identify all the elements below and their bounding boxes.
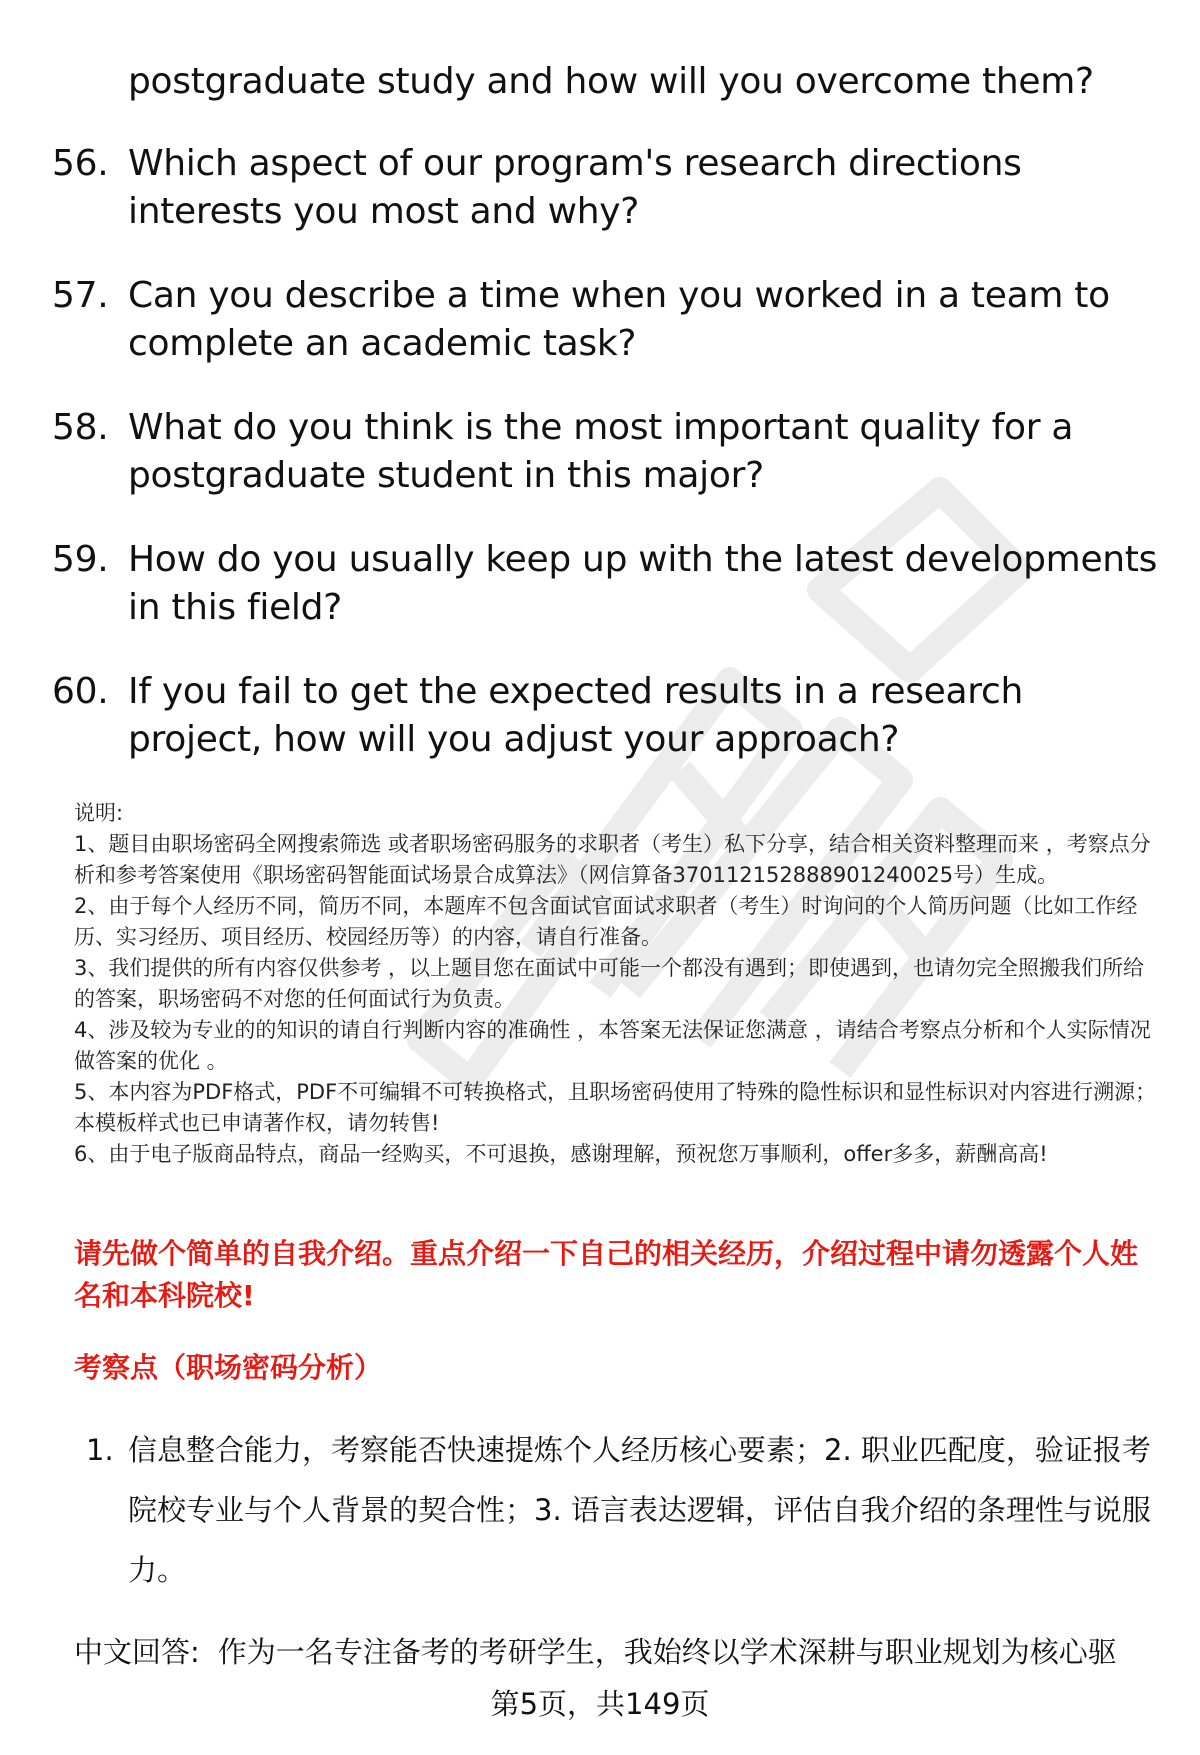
question-number: 57. <box>52 275 109 316</box>
list-item <box>52 668 1162 764</box>
answer-paragraph <box>74 1630 1174 1674</box>
list-item <box>52 404 1162 500</box>
analysis-number: 1. <box>86 1433 114 1467</box>
list-item <box>52 272 1162 368</box>
answer-label: 中文回答: <box>74 1635 200 1669</box>
notes-heading: 说明: <box>74 801 124 825</box>
note-item: 1、题目由职场密码全网搜索筛选 或者职场密码服务的求职者（考生）私下分享，结合相关资料整理而来 ，考察点分析和参考答案使用《职场密码智能面试场景合成算法》（网信算备370112152888901240025号）生成。 <box>74 832 1151 887</box>
question-text: What do you think is the most important quality for a postgraduate student in this major? <box>128 407 1074 496</box>
question-list <box>52 140 1162 800</box>
question-text: How do you usually keep up with the latest developments in this field? <box>128 539 1158 628</box>
question-number: 56. <box>52 143 109 184</box>
question-text: If you fail to get the expected results in a research project, how will you adjust your approach? <box>128 671 1023 760</box>
analysis-title: 考察点（职场密码分析） <box>74 1351 383 1384</box>
note-item: 4、涉及较为专业的的知识的请自行判断内容的准确性 ，本答案无法保证您满意 ，请结合考察点分析和个人实际情况做答案的优化 。 <box>74 1018 1151 1073</box>
question-number: 59. <box>52 539 109 580</box>
analysis-points <box>86 1420 1166 1600</box>
question-number: 58. <box>52 407 109 448</box>
page-footer: 第5页，共149页 <box>490 1687 710 1721</box>
list-item <box>52 140 1162 236</box>
list-item <box>52 536 1162 632</box>
question-text: Which aspect of our program's research directions interests you most and why? <box>128 143 1022 232</box>
note-item: 2、由于每个人经历不同，简历不同，本题库不包含面试官面试求职者（考生）时询问的个人简历问题（比如工作经历、实习经历、项目经历、校园经历等）的内容，请自行准备。 <box>74 894 1138 949</box>
question-number: 60. <box>52 671 109 712</box>
note-item: 5、本内容为PDF格式，PDF不可编辑不可转换格式，且职场密码使用了特殊的隐性标识和显性标识对内容进行溯源；本模板样式也已申请著作权，请勿转售! <box>74 1080 1157 1135</box>
answer-text: 作为一名专注备考的考研学生，我始终以学术深耕与职业规划为核心驱 <box>217 1635 1117 1669</box>
intro-question: 请先做个简单的自我介绍。重点介绍一下自己的相关经历，介绍过程中请勿透露个人姓名和本科院校! <box>74 1237 1139 1312</box>
note-item: 6、由于电子版商品特点，商品一经购买，不可退换，感谢理解，预祝您万事顺利，offer多多，薪酬高高! <box>74 1142 1048 1166</box>
analysis-text: 信息整合能力，考察能否快速提炼个人经历核心要素；2. 职业匹配度，验证报考院校专业与个人背景的契合性；3. 语言表达逻辑，评估自我介绍的条理性与说服力。 <box>128 1433 1151 1587</box>
question-continuation: postgraduate study and how will you overcome them? <box>128 61 1094 102</box>
question-text: Can you describe a time when you worked in a team to complete an academic task? <box>128 275 1110 364</box>
note-item: 3、我们提供的所有内容仅供参考 ，以上题目您在面试中可能一个都没有遇到；即使遇到，也请勿完全照搬我们所给的答案，职场密码不对您的任何面试行为负责。 <box>74 956 1145 1011</box>
notes-section <box>74 798 1164 1170</box>
